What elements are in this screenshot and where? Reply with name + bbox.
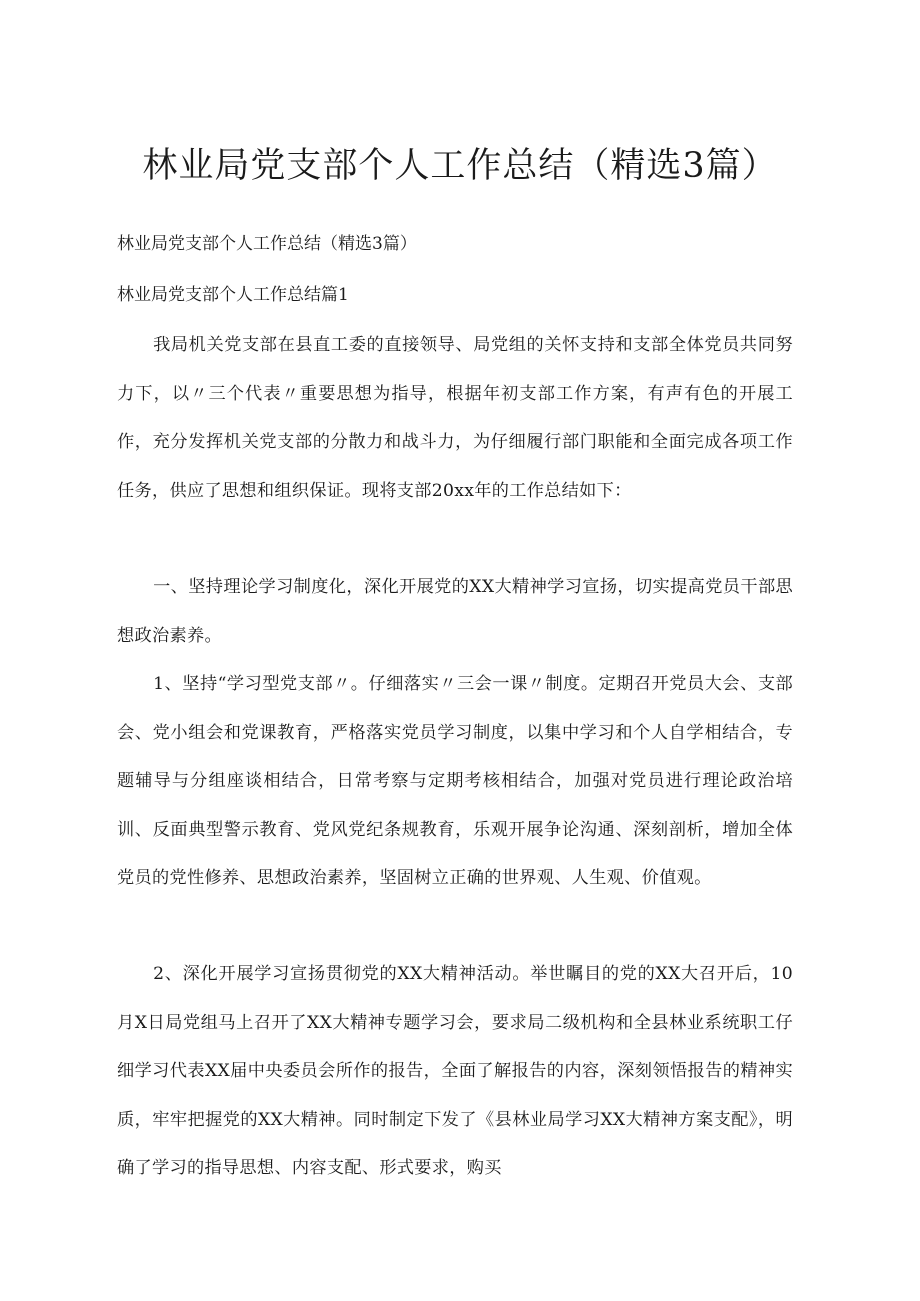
paragraph-item-1: 1、坚持“学习型党支部〃。仔细落实〃三会一课〃制度。定期召开党员大会、支部会、党小组会和党课教育，严格落实党员学习制度，以集中学习和个人自学相结合，专题辅导与分组座谈相结合，日常考察与定期考核相结合，加强对党员进行理论政治培训、反面典型警示教育、党风党纪条规教育，乐观开展争论沟通、深刻剖析，增加全体党员的党性修养、思想政治素养，坚固树立正确的世界观、人生观、价值观。 bbox=[117, 674, 793, 888]
paragraph-intro: 我局机关党支部在县直工委的直接领导、局党组的关怀支持和支部全体党员共同努力下，以〃三个代表〃重要思想为指导，根据年初支部工作方案，有声有色的开展工作，充分发挥机关党支部的分散力和战斗力，为仔细履行部门职能和全面完成各项工作任务，供应了思想和组织保证。现将支部20xx年的工作总结如下： bbox=[117, 335, 793, 501]
section-heading: 林业局党支部个人工作总结篇1 bbox=[117, 285, 349, 305]
document-subtitle: 林业局党支部个人工作总结（精选3篇） bbox=[117, 234, 417, 254]
paragraph-item-2: 2、深化开展学习宣扬贯彻党的XX大精神活动。举世瞩目的党的XX大召开后，10月X日局党组马上召开了XX大精神专题学习会，要求局二级机构和全县林业系统职工仔细学习代表XX届中央委员会所作的报告，全面了解报告的内容，深刻领悟报告的精神实质，牢牢把握党的XX大精神。同时制定下发了《县林业局学习XX大精神方案支配》，明确了学习的指导思想、内容支配、形式要求，购买 bbox=[117, 964, 793, 1178]
document-title: 林业局党支部个人工作总结（精选3篇） bbox=[142, 146, 778, 186]
paragraph-point-one: 一、坚持理论学习制度化，深化开展党的XX大精神学习宣扬，切实提高党员干部思想政治素养。 bbox=[117, 577, 793, 646]
